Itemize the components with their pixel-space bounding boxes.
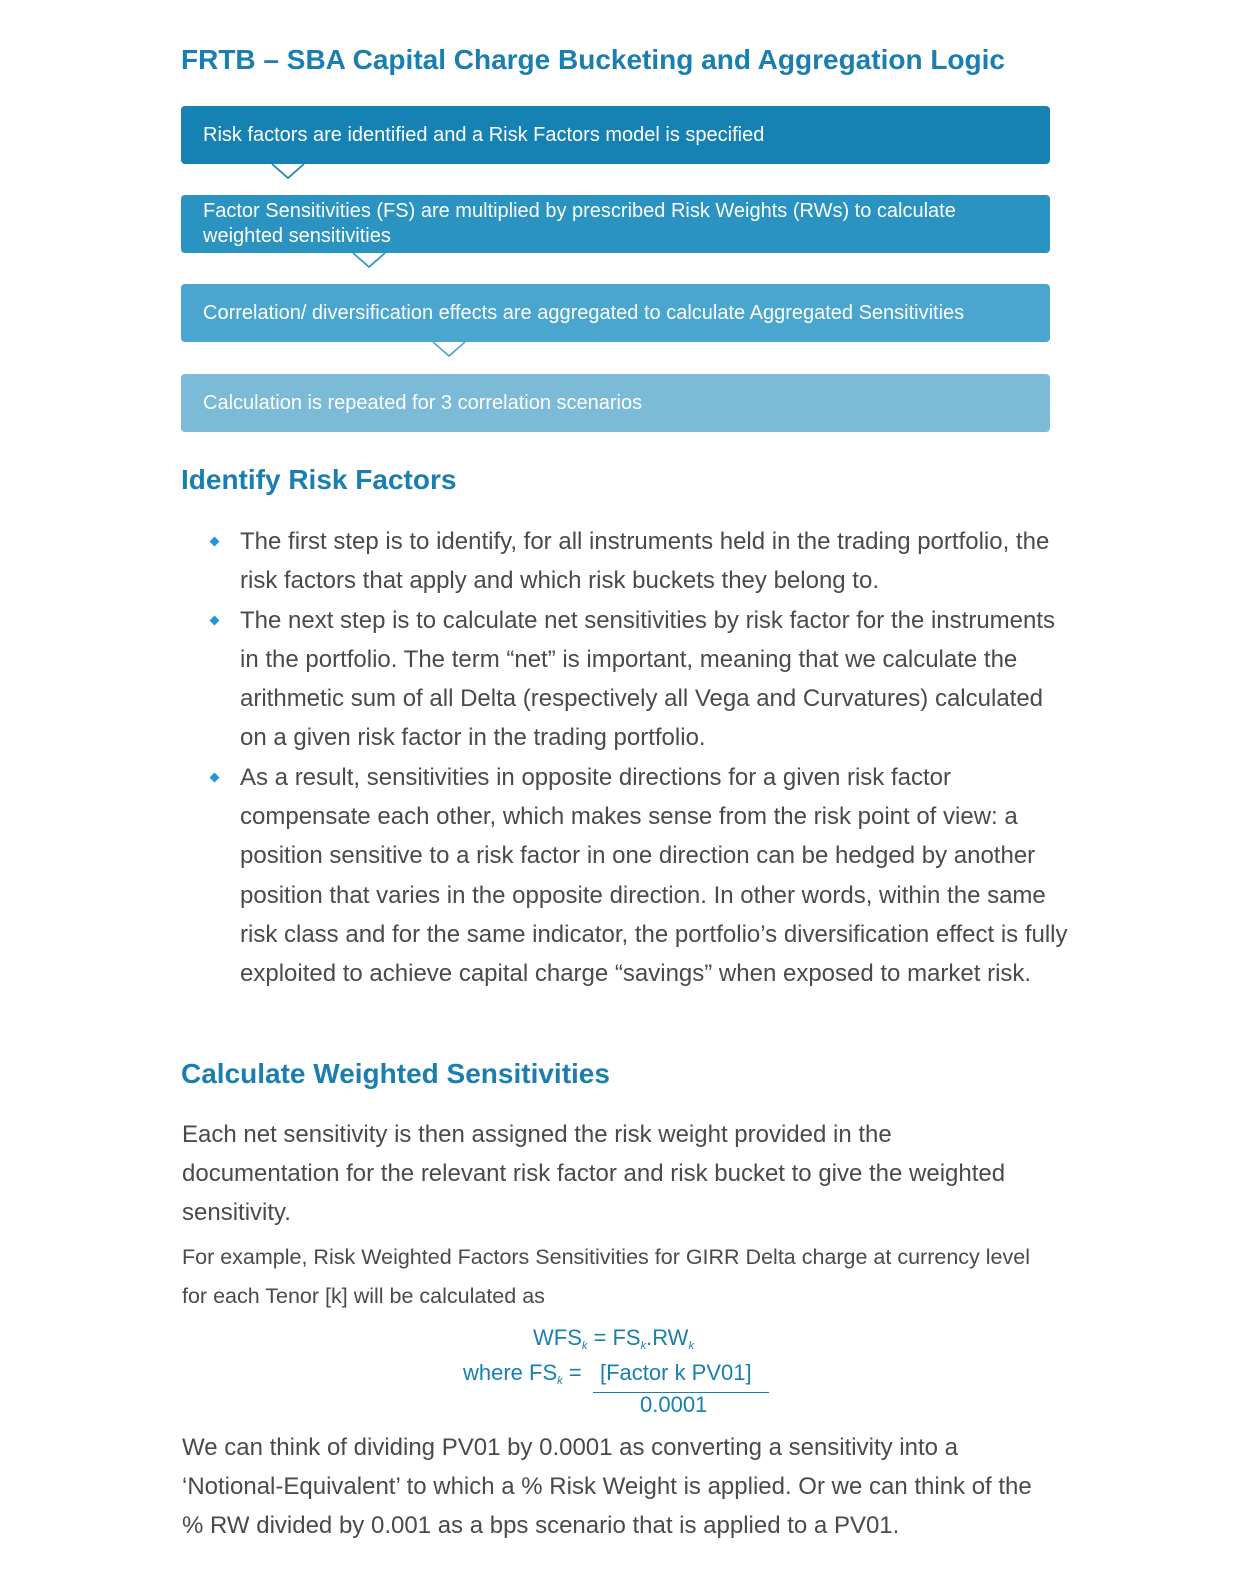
flow-step-4-label: Calculation is repeated for 3 correlation scenarios <box>203 391 643 414</box>
formula-equals: = <box>562 1360 582 1385</box>
formula-subscript: k <box>640 1340 647 1352</box>
list-item <box>211 758 1071 994</box>
flow-step-3-label: Correlation/ diversification effects are aggregated to calculate Aggregated Sensitivities <box>203 301 965 324</box>
formula-denominator: 0.0001 <box>640 1392 708 1417</box>
formula-numerator: [Factor k PV01] <box>600 1360 752 1385</box>
flow-step-4 <box>181 374 1050 432</box>
formula-subscript: k <box>581 1340 588 1352</box>
formula-wfs: WFS <box>533 1325 582 1350</box>
section-heading-weighted-sensitivities: Calculate Weighted Sensitivities <box>181 1058 610 1089</box>
page-title: FRTB – SBA Capital Charge Bucketing and Aggregation Logic <box>181 44 1005 75</box>
list-item <box>211 601 1071 758</box>
formula-fs: = FS <box>587 1325 641 1350</box>
example-paragraph: For example, Risk Weighted Factors Sensitivities for GIRR Delta charge at currency level for each Tenor [k] will be calculated as <box>182 1245 1030 1308</box>
section-heading-identify-risk-factors: Identify Risk Factors <box>181 464 457 495</box>
chevron-down-icon <box>432 341 466 358</box>
paragraph: Each net sensitivity is then assigned the risk weight provided in the documentation for the relevant risk factor and risk bucket to give the weighted sensitivity. <box>182 1121 1006 1226</box>
formula-line-2 <box>463 1360 582 1387</box>
formula-subscript: k <box>557 1375 563 1387</box>
flow-step-1-label: Risk factors are identified and a Risk Factors model is specified <box>203 123 765 146</box>
bullet-list <box>211 522 1071 994</box>
flow-step-2 <box>181 195 1050 253</box>
flow-step-1 <box>181 106 1050 164</box>
flow-step-3 <box>181 284 1050 342</box>
chevron-down-icon <box>271 163 305 180</box>
diamond-bullet-icon <box>210 537 220 547</box>
diamond-bullet-icon <box>210 615 220 625</box>
chevron-down-icon <box>352 252 386 269</box>
formula-subscript: k <box>688 1340 694 1352</box>
formula-line-1 <box>533 1325 694 1352</box>
formula-rw: .RW <box>646 1325 689 1350</box>
flow-step-2-label: Factor Sensitivities (FS) are multiplied by prescribed Risk Weights (RWs) to calculate weighted sensitivities <box>203 200 956 247</box>
formula-where: where FS <box>463 1360 558 1385</box>
list-item-text: The first step is to identify, for all instruments held in the trading portfolio, the risk factors that apply and which risk buckets they belong to. <box>240 528 1050 595</box>
list-item <box>211 522 1071 601</box>
list-item-text: The next step is to calculate net sensitivities by risk factor for the instruments in the portfolio. The term “net” is important, meaning that we calculate the arithmetic sum of all Delta (respectively all Vega and Curvatures) calculated on a given risk factor in the trading portfolio. <box>240 606 1056 752</box>
list-item-text: As a result, sensitivities in opposite directions for a given risk factor compensate each other, which makes sense from the risk point of view: a position sensitive to a risk factor in one direction can be hedged by another position that varies in the opposite direction. In other words, within the same risk class and for the same indicator, the portfolio’s diversification effect is fully exploited to achieve capital charge “savings” when exposed to market risk. <box>240 763 1068 988</box>
diamond-bullet-icon <box>210 772 220 782</box>
paragraph: We can think of dividing PV01 by 0.0001 as converting a sensitivity into a ‘Notional-Equivalent’ to which a % Risk Weight is applied. Or we can think of the % RW divided by 0.001 as a bps scenario that is applied to a PV01. <box>182 1434 1032 1539</box>
